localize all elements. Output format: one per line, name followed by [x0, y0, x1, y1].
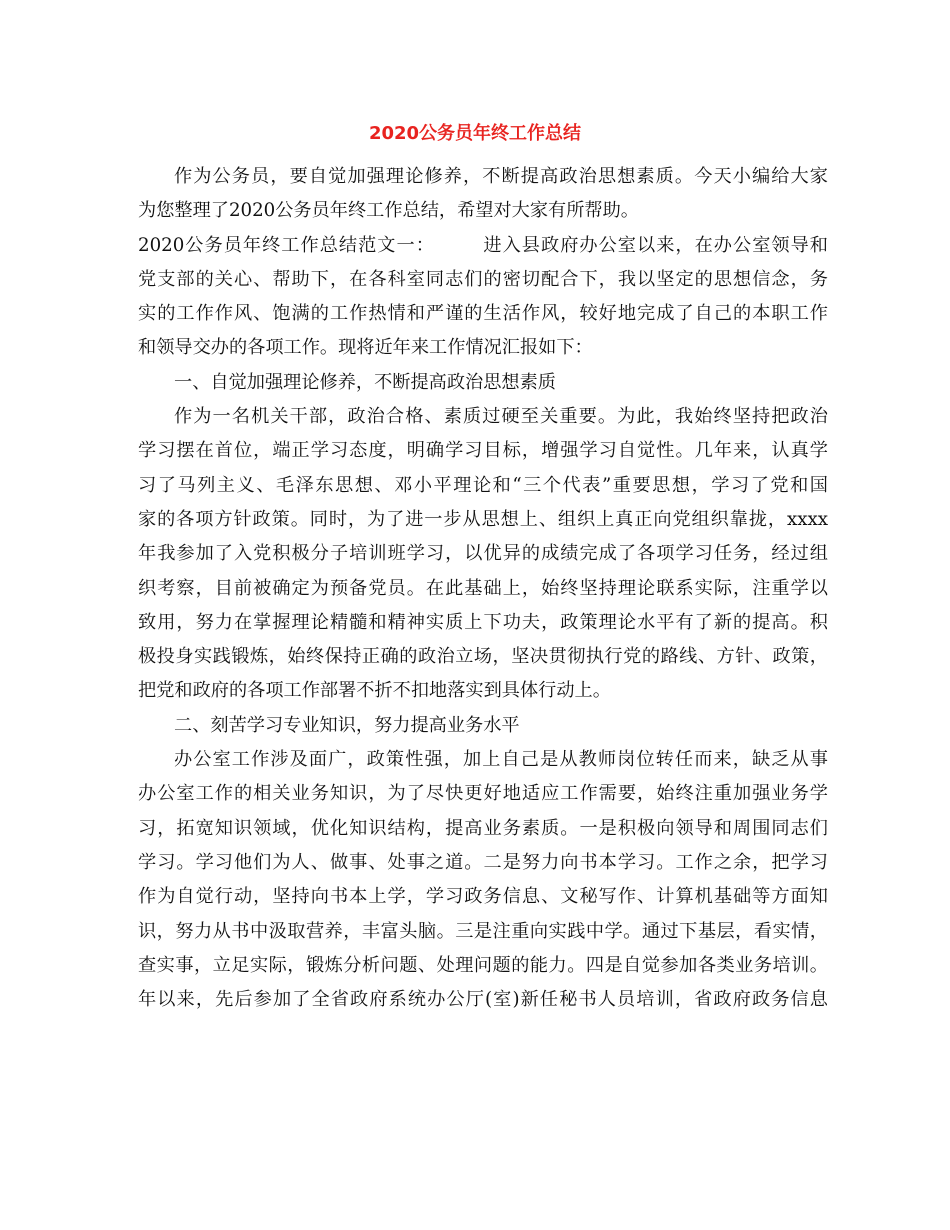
body-text-line: 2020公务员年终工作总结范文一： 进入县政府办公室以来，在办公室领导和	[138, 234, 828, 256]
body-text-line: 织考察，目前被确定为预备党员。在此基础上，始终坚持理论联系实际，注重学以	[138, 577, 828, 599]
body-text-line: 致用，努力在掌握理论精髓和精神实质上下功夫，政策理论水平有了新的提高。积	[138, 611, 828, 633]
document-title: 2020公务员年终工作总结	[368, 123, 582, 144]
body-text-line: 年我参加了入党积极分子培训班学习，以优异的成绩完成了各项学习任务，经过组	[138, 543, 828, 565]
body-text-line: 实的工作作风、饱满的工作热情和严谨的生活作风，较好地完成了自己的本职工作	[138, 303, 828, 325]
body-text-line: 极投身实践锻炼，始终保持正确的政治立场，坚决贯彻执行党的路线、方针、政策，	[138, 646, 828, 668]
body-text-line: 作为自觉行动，坚持向书本上学，学习政务信息、文秘写作、计算机基础等方面知	[138, 886, 828, 908]
body-text-line: 二、刻苦学习专业知识，努力提高业务水平	[174, 714, 520, 736]
body-text-line: 一、自觉加强理论修养，不断提高政治思想素质	[174, 371, 556, 393]
body-text-line: 办公室工作的相关业务知识，为了尽快更好地适应工作需要，始终注重加强业务学	[138, 783, 828, 805]
body-text-line: 查实事，立足实际，锻炼分析问题、处理问题的能力。四是自觉参加各类业务培训。	[138, 954, 828, 976]
body-text-line: 办公室工作涉及面广，政策性强，加上自己是从教师岗位转任而来，缺乏从事	[174, 749, 828, 771]
body-text-line: 习，拓宽知识领域，优化知识结构，提高业务素质。一是积极向领导和周围同志们	[138, 817, 828, 839]
body-text-line: 学习摆在首位，端正学习态度，明确学习目标，增强学习自觉性。几年来，认真学	[138, 440, 828, 462]
body-text-line: 年以来，先后参加了全省政府系统办公厅(室)新任秘书人员培训，省政府政务信息	[138, 989, 828, 1011]
body-text-line: 作为公务员，要自觉加强理论修养，不断提高政治思想素质。今天小编给大家	[174, 166, 828, 187]
body-text-line: 家的各项方针政策。同时，为了进一步从思想上、组织上真正向党组织靠拢，xxxx	[138, 508, 828, 530]
body-text-line: 把党和政府的各项工作部署不折不扣地落实到具体行动上。	[138, 680, 611, 702]
body-text-line: 作为一名机关干部，政治合格、素质过硬至关重要。为此，我始终坚持把政治	[174, 406, 828, 428]
body-text-line: 学习。学习他们为人、做事、处事之道。二是努力向书本学习。工作之余，把学习	[138, 851, 828, 873]
body-text-line: 习了马列主义、毛泽东思想、邓小平理论和“三个代表”重要思想，学习了党和国	[138, 474, 828, 496]
body-text-line: 和领导交办的各项工作。现将近年来工作情况汇报如下：	[138, 337, 593, 359]
document-body	[138, 160, 828, 1017]
body-text-line: 识，努力从书中汲取营养，丰富头脑。三是注重向实践中学。通过下基层，看实情，	[138, 920, 828, 942]
body-text-line: 党支部的关心、帮助下，在各科室同志们的密切配合下，我以坚定的思想信念，务	[138, 268, 828, 290]
body-text-line: 为您整理了2020公务员年终工作总结，希望对大家有所帮助。	[138, 200, 639, 222]
